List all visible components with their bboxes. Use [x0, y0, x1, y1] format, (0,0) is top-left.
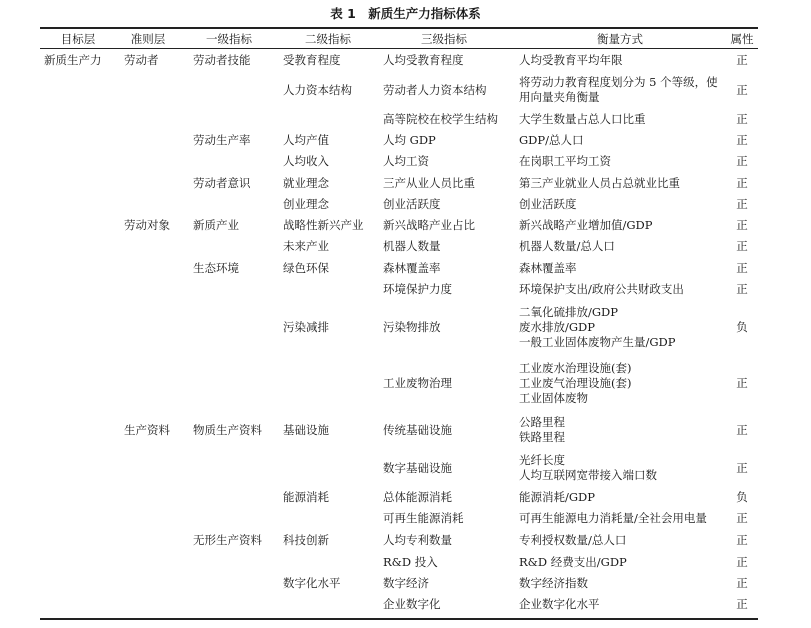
cell-measure: 公路里程 铁路里程 — [519, 415, 565, 444]
cell-level1: 劳动者技能 — [193, 52, 251, 67]
cell-level2: 就业理念 — [283, 175, 329, 190]
cell-measure: R&D 经费支出/GDP — [519, 554, 627, 569]
bottom-rule — [40, 618, 758, 620]
cell-level1: 劳动者意识 — [193, 175, 251, 190]
cell-level3: 森林覆盖率 — [383, 260, 441, 275]
cell-attr: 正 — [736, 196, 748, 211]
header-attribute: 属性 — [730, 32, 754, 46]
cell-level2: 能源消耗 — [283, 489, 329, 504]
cell-measure: 可再生能源电力消耗量/全社会用电量 — [519, 510, 707, 525]
cell-measure: 新兴战略产业增加值/GDP — [519, 217, 653, 232]
cell-target: 新质生产力 — [44, 52, 102, 67]
cell-level3: 可再生能源消耗 — [383, 510, 464, 525]
cell-level1: 物质生产资料 — [193, 422, 262, 437]
cell-attr: 正 — [736, 281, 748, 296]
cell-attr: 正 — [736, 82, 748, 97]
cell-level3: 总体能源消耗 — [383, 489, 452, 504]
cell-attr: 正 — [736, 422, 748, 437]
cell-measure: 创业活跃度 — [519, 196, 577, 211]
header-rule — [40, 48, 758, 49]
header-target: 目标层 — [60, 32, 96, 46]
cell-measure: 光纤长度 人均互联网宽带接入端口数 — [519, 453, 657, 482]
cell-measure: 数字经济指数 — [519, 575, 588, 590]
cell-attr: 负 — [736, 319, 748, 334]
cell-criterion: 劳动者 — [124, 52, 159, 67]
cell-level2: 基础设施 — [283, 422, 329, 437]
cell-measure: 环境保护支出/政府公共财政支出 — [519, 281, 684, 296]
cell-measure: 专利授权数量/总人口 — [519, 532, 627, 547]
header-measure: 衡量方式 — [597, 32, 643, 46]
cell-level2: 未来产业 — [283, 238, 329, 253]
cell-level2: 数字化水平 — [283, 575, 341, 590]
cell-level3: 人均 GDP — [383, 132, 436, 147]
cell-measure: 人均受教育平均年限 — [519, 52, 623, 67]
top-rule — [40, 27, 758, 29]
header-criterion: 准则层 — [130, 32, 166, 46]
cell-level2: 人力资本结构 — [283, 82, 352, 97]
cell-level1: 新质产业 — [193, 217, 239, 232]
cell-level3: 数字经济 — [383, 575, 429, 590]
cell-attr: 负 — [736, 489, 748, 504]
cell-criterion: 生产资料 — [124, 422, 170, 437]
cell-attr: 正 — [736, 596, 748, 611]
cell-level3: 数字基础设施 — [383, 460, 452, 475]
table-title: 表 1 新质生产力指标体系 — [330, 6, 481, 21]
cell-attr: 正 — [736, 554, 748, 569]
cell-level3: 工业废物治理 — [383, 375, 452, 390]
cell-measure: 能源消耗/GDP — [519, 489, 596, 504]
cell-level2: 科技创新 — [283, 532, 329, 547]
cell-attr: 正 — [736, 238, 748, 253]
cell-level2: 战略性新兴产业 — [283, 217, 364, 232]
cell-attr: 正 — [736, 532, 748, 547]
cell-level3: 传统基础设施 — [383, 422, 452, 437]
cell-attr: 正 — [736, 575, 748, 590]
cell-level1: 无形生产资料 — [193, 532, 262, 547]
cell-attr: 正 — [736, 175, 748, 190]
cell-criterion: 劳动对象 — [124, 217, 170, 232]
cell-attr: 正 — [736, 460, 748, 475]
cell-measure: GDP/总人口 — [519, 132, 584, 147]
cell-level3: 人均受教育程度 — [383, 52, 464, 67]
header-level2: 二级指标 — [305, 32, 351, 46]
cell-attr: 正 — [736, 153, 748, 168]
cell-level1: 劳动生产率 — [193, 132, 251, 147]
cell-attr: 正 — [736, 260, 748, 275]
cell-level3: 污染物排放 — [383, 319, 441, 334]
cell-level2: 人均收入 — [283, 153, 329, 168]
cell-measure: 大学生数量占总人口比重 — [519, 111, 646, 126]
cell-level3: 环境保护力度 — [383, 281, 452, 296]
header-level3: 三级指标 — [421, 32, 467, 46]
cell-attr: 正 — [736, 375, 748, 390]
cell-measure: 将劳动力教育程度划分为 5 个等级，使 用向量夹角衡量 — [519, 75, 718, 104]
cell-level3: 机器人数量 — [383, 238, 441, 253]
cell-attr: 正 — [736, 132, 748, 147]
cell-measure: 第三产业就业人员占总就业比重 — [519, 175, 680, 190]
cell-attr: 正 — [736, 52, 748, 67]
cell-level3: 人均专利数量 — [383, 532, 452, 547]
cell-level3: 高等院校在校学生结构 — [383, 111, 498, 126]
cell-measure: 工业废水治理设施(套) 工业废气治理设施(套) 工业固体废物 — [519, 360, 632, 405]
cell-level2: 污染减排 — [283, 319, 329, 334]
cell-level2: 人均产值 — [283, 132, 329, 147]
cell-level3: 创业活跃度 — [383, 196, 441, 211]
cell-measure: 森林覆盖率 — [519, 260, 577, 275]
cell-level3: 劳动者人力资本结构 — [383, 82, 487, 97]
cell-attr: 正 — [736, 217, 748, 232]
cell-level2: 绿色环保 — [283, 260, 329, 275]
cell-level3: R&D 投入 — [383, 554, 438, 569]
cell-measure: 机器人数量/总人口 — [519, 238, 615, 253]
cell-level2: 创业理念 — [283, 196, 329, 211]
cell-measure: 企业数字化水平 — [519, 596, 600, 611]
cell-measure: 在岗职工平均工资 — [519, 153, 611, 168]
cell-level3: 新兴战略产业占比 — [383, 217, 475, 232]
cell-attr: 正 — [736, 111, 748, 126]
cell-level1: 生态环境 — [193, 260, 239, 275]
cell-measure: 二氧化硫排放/GDP 废水排放/GDP 一般工业固体废物产生量/GDP — [519, 304, 676, 349]
cell-level2: 受教育程度 — [283, 52, 341, 67]
cell-level3: 三产从业人员比重 — [383, 175, 475, 190]
cell-attr: 正 — [736, 510, 748, 525]
header-level1: 一级指标 — [206, 32, 252, 46]
cell-level3: 人均工资 — [383, 153, 429, 168]
cell-level3: 企业数字化 — [383, 596, 441, 611]
